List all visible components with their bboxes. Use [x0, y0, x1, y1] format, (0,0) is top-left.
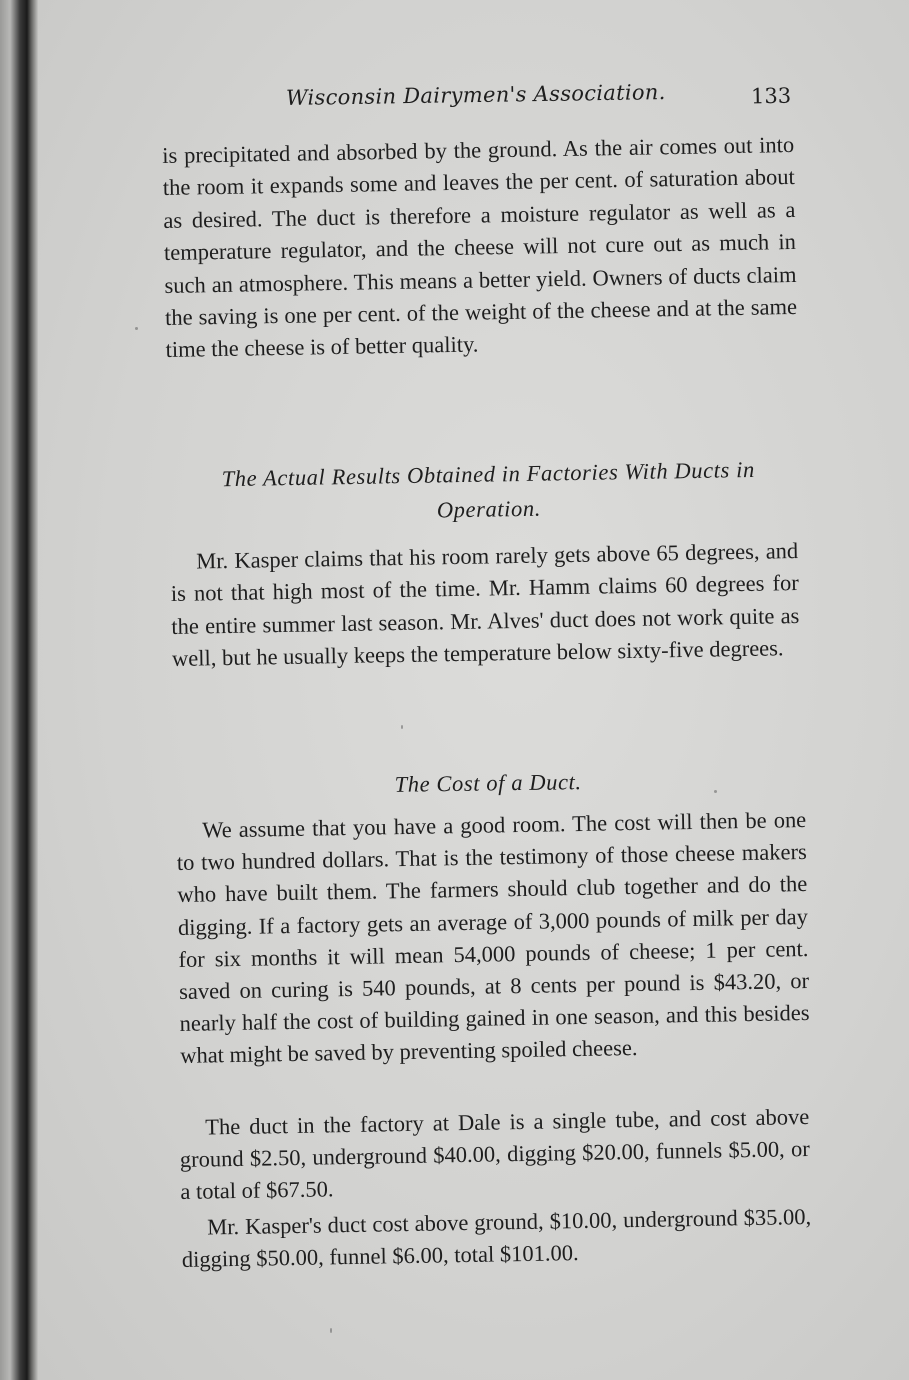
paragraph-continued: is precipitated and absorbed by the ground. As the air comes out into the room it expands some and leaves the per cent. of saturation about as desired. The duct is therefore a moisture regulator as well as a temperature regulator, and the cheese will not cure out as much in such an atmosphere. This means a better yield. Owners of ducts claim the saving is one per cent. of the weight of the cheese and at the same time the cheese is of better quality. — [162, 131, 798, 363]
paragraph-actual-results: Mr. Kasper claims that his room rarely gets above 65 degrees, and is not that high most of the time. Mr. Hamm claims 60 degrees for the entire summer last season. Mr. Alves' duct does not work quite as well, but he usually keeps the temperature below sixty-five degrees. — [170, 538, 800, 672]
paper-speck — [135, 327, 138, 330]
running-head: Wisconsin Dairymen's Association. — [285, 80, 666, 110]
page-number: 133 — [750, 83, 792, 109]
paper-speck — [401, 725, 403, 729]
paragraph-kasper-duct-cost: Mr. Kasper's duct cost above ground, $10.00, underground $35.00, digging $50.00, funnel $6.00, total $101.00. — [181, 1204, 812, 1273]
section-heading-cost-of-duct: The Cost of a Duct. — [394, 769, 582, 797]
paper-speck — [714, 790, 717, 793]
paper-speck — [330, 1328, 332, 1333]
paragraph-dale-duct-cost: The duct in the factory at Dale is a single tube, and cost above ground $2.50, underground $40.00, digging $20.00, funnels $5.00, or a total of $67.50. — [179, 1104, 810, 1205]
book-spine-shadow — [0, 0, 38, 1380]
page-header — [38, 78, 909, 118]
section-heading-actual-results: The Actual Results Obtained in Factories With Ducts in Operation. — [221, 456, 756, 523]
book-page — [38, 0, 909, 1380]
paragraph-cost-assumption: We assume that you have a good room. The cost will then be one to two hundred dollars. That is the testimony of those cheese makers who have built them. The farmers should club together and do the digging. If a factory gets an average of 3,000 pounds of milk per day for six months it will mean 54,000 pounds of cheese; 1 per cent. saved on curing is 540 pounds, at 8 cents per pound is $43.20, or nearly half the cost of building gained in one season, and this besides what might be saved by preventing spoiled cheese. — [176, 807, 810, 1069]
